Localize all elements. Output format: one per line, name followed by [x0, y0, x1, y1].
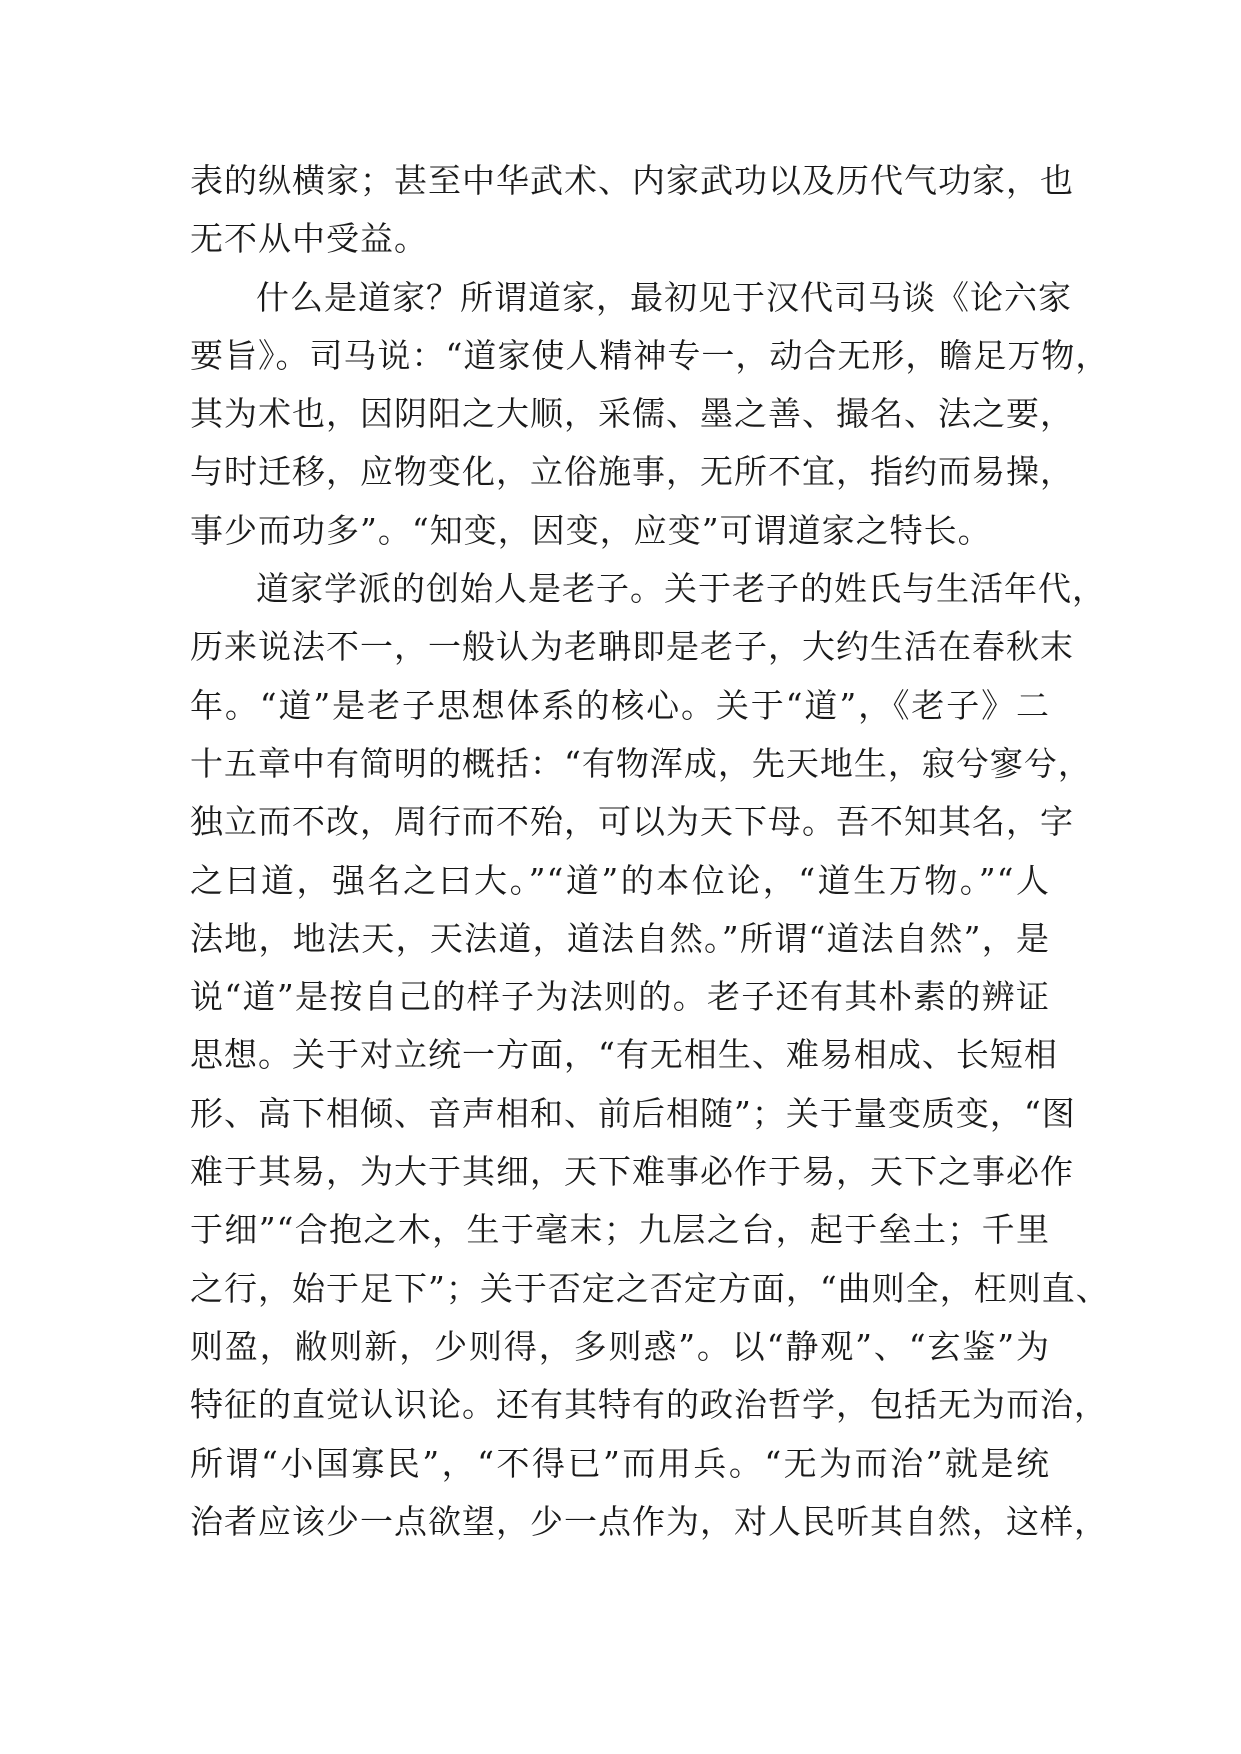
- text-line: 思想。关于对立统一方面，“有无相生、难易相成、长短相: [190, 1035, 1058, 1075]
- text-line: 事少而功多”。“知变，因变，应变”可谓道家之特长。: [190, 510, 992, 550]
- text-line: 与时迁移，应物变化，立俗施事，无所不宜，指约而易操，: [190, 452, 1074, 492]
- text-line: 要旨》。司马说：“道家使人精神专一，动合无形，瞻足万物，: [190, 335, 1110, 375]
- text-line: 形、高下相倾、音声相和、前后相随”；关于量变质变，“图: [190, 1093, 1076, 1133]
- text-line: 难于其易，为大于其细，天下难事必作于易，天下之事必作: [190, 1152, 1074, 1192]
- text-line: 所谓“小国寡民”，“不得已”而用兵。“无为而治”就是统: [190, 1443, 1050, 1483]
- text-line: 特征的直觉认识论。还有其特有的政治哲学，包括无为而治，: [190, 1385, 1108, 1425]
- text-line: 之曰道，强名之曰大。”“道”的本位论，“道生万物。”“人: [190, 860, 1050, 900]
- text-line: 于细”“合抱之木，生于毫末；九层之台，起于垒土；千里: [190, 1210, 1050, 1250]
- text-line: 法地，地法天，天法道，道法自然。”所谓“道法自然”，是: [190, 918, 1050, 958]
- text-line: 说“道”是按自己的样子为法则的。老子还有其朴素的辨证: [190, 977, 1050, 1017]
- text-line: 独立而不改，周行而不殆，可以为天下母。吾不知其名，字: [190, 802, 1074, 842]
- paragraph-first-line: 什么是道家？所谓道家，最初见于汉代司马谈《论六家: [256, 277, 1072, 317]
- text-line: 表的纵横家；甚至中华武术、内家武功以及历代气功家，也: [190, 161, 1074, 200]
- text-line: 历来说法不一，一般认为老聃即是老子，大约生活在春秋末: [190, 627, 1074, 667]
- text-line: 之行，始于足下”；关于否定之否定方面，“曲则全，枉则直、: [190, 1268, 1110, 1308]
- paragraph-first-line: 道家学派的创始人是老子。关于老子的姓氏与生活年代，: [256, 569, 1106, 609]
- text-line: 其为术也，因阴阳之大顺，采儒、墨之善、撮名、法之要，: [190, 394, 1074, 434]
- text-line: 年。“道”是老子思想体系的核心。关于“道”，《老子》二: [190, 685, 1050, 725]
- body-text: [190, 152, 1110, 1551]
- text-line: 治者应该少一点欲望，少一点作为，对人民听其自然，这样，: [190, 1501, 1108, 1541]
- text-line: 无不从中受益。: [190, 219, 428, 259]
- text-line: 十五章中有简明的概括：“有物浑成，先天地生，寂兮寥兮，: [190, 743, 1092, 783]
- text-line: 则盈，敝则新，少则得，多则惑”。以“静观”、“玄鉴”为: [190, 1326, 1050, 1366]
